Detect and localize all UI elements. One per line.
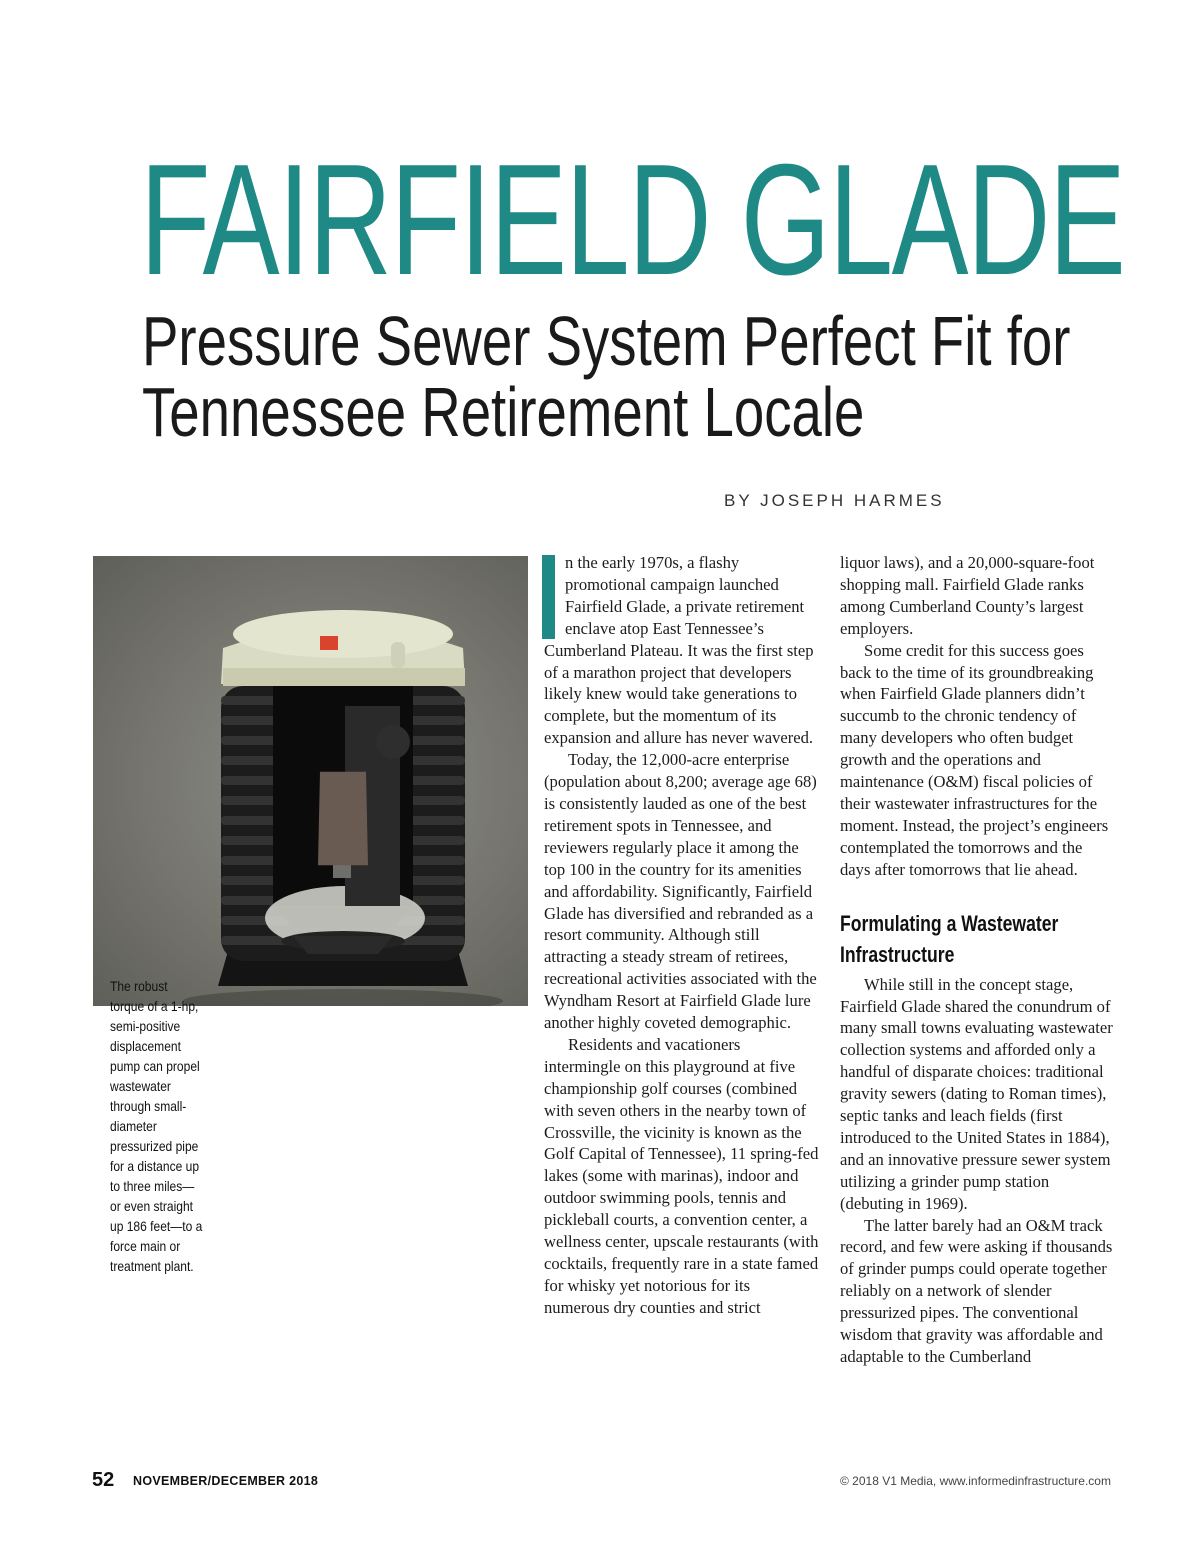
article-paragraph: Some credit for this success goes back to the time of its groundbreaking when Fairfield Glade planners didn’t succumb to the chronic tendency of many developers who often budget growth and the operations and maintenance (O&M) fiscal policies of their wastewater infrastructures for the moment. Instead, the project’s engineers contemplated the tomorrows and the days after tomorrows that lie ahead. <box>840 640 1109 879</box>
article-column-2 <box>840 552 1115 1368</box>
section-heading: Formulating a Wastewater Infrastructure <box>840 910 1059 967</box>
paragraph-text: n the early 1970s, a flashy promotional campaign launched Fairfield Glade, a private retirement enclave atop East Tennessee’s Cumberland Plateau. It was the first step of a marathon project that developers likely knew would take generations to complete, but the momentum of its expansion and allure has never wavered. <box>544 553 814 748</box>
article-paragraph: While still in the concept stage, Fairfield Glade shared the conundrum of many small towns evaluating wastewater collection systems and afforded only a handful of disparate choices: traditional gravity sewers (dating to Roman times), septic tanks and leach fields (first introduced to the United States in 1884), and an innovative pressure sewer system utilizing a grinder pump station (debuting in 1969). <box>840 974 1113 1213</box>
article-paragraph: Today, the 12,000-acre enterprise (population about 8,200; average age 68) is consistently lauded as one of the best retirement spots in Tennessee, and reviewers regularly place it among the top 100 in the country for its amenities and affordability. Significantly, Fairfield Glade has diversified and rebranded as a resort community. Although still attracting a steady stream of retirees, recreational activities associated with the Wyndham Resort at Fairfield Glade lure another highly coveted demographic. <box>544 750 817 1033</box>
article-paragraph <box>544 552 819 749</box>
article-column-1 <box>544 552 819 1319</box>
article-paragraph: The latter barely had an O&M track record, and few were asking if thousands of grinder pumps could operate together reliably on a network of slender pressurized pipes. The conventional wisdom that gravity was affordable and adaptable to the Cumberland <box>840 1215 1113 1366</box>
byline: BY JOSEPH HARMES <box>724 491 945 510</box>
article-title: FAIRFIELD GLADE <box>140 132 1125 308</box>
page-number: 52 <box>92 1469 115 1491</box>
subtitle-line-2: Tennessee Retirement Locale <box>142 373 865 451</box>
drop-cap <box>542 555 555 639</box>
article-paragraph: Residents and vacationers intermingle on this playground at five championship golf courses (combined with seven others in the nearby town of Crossville, the vicinity is known as the Golf Capital of Tennessee), 11 spring-fed lakes (some with marinas), indoor and outdoor swimming pools, tennis and pickleball courts, a convention center, a wellness center, upscale restaurants (with cocktails, frequently rare in a state famed for whisky yet notorious for its numerous dry counties and strict <box>544 1034 819 1317</box>
photo-caption: The robust torque of a 1-hp, semi-positive displacement pump can propel wastewater through small-diameter pressurized pipe for a distance up to three miles—or even straight up 186 feet—to a force main or treatment plant. <box>110 978 203 1274</box>
grinder-pump-photo <box>93 556 528 1006</box>
copyright-notice: © 2018 V1 Media, www.informedinfrastructure.com <box>840 1474 1111 1488</box>
subtitle-line-1: Pressure Sewer System Perfect Fit for <box>142 302 1071 380</box>
issue-date: NOVEMBER/DECEMBER 2018 <box>133 1474 319 1488</box>
article-paragraph: liquor laws), and a 20,000-square-foot shopping mall. Fairfield Glade ranks among Cumberland County’s largest employers. <box>840 553 1095 638</box>
article-subtitle <box>142 302 1071 451</box>
grinder-pump-illustration <box>93 556 528 1006</box>
